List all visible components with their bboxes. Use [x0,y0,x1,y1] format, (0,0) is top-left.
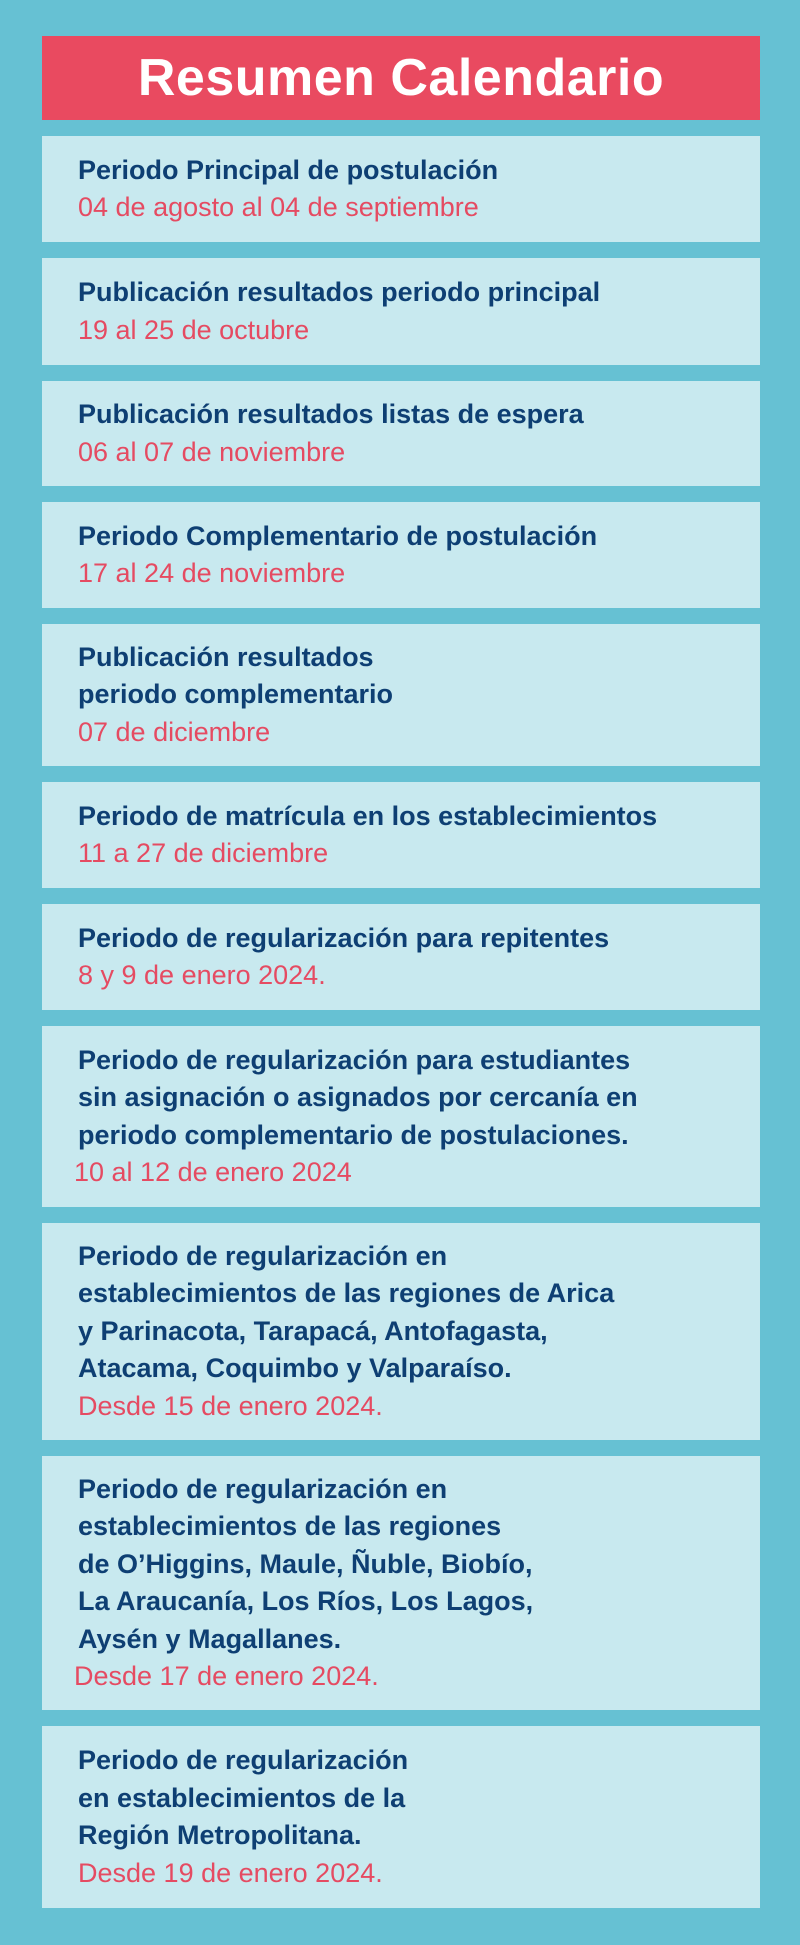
calendar-item-date: 04 de agosto al 04 de septiembre [78,192,479,222]
calendar-item-date: 10 al 12 de enero 2024 [74,1157,352,1187]
calendar-item-date: Desde 15 de enero 2024. [78,1390,383,1421]
calendar-item [42,1223,760,1440]
calendar-item-title: Periodo Principal de postulación [78,154,499,185]
calendar-item-date: 07 de diciembre [78,716,271,747]
calendar-item-title: Periodo de regularización para repitentes [78,922,610,953]
calendar-item [42,381,760,486]
header-banner [42,36,760,120]
calendar-item-title: Periodo de regularización en establecimientos de las regiones de Arica y Parinacota, Tarapacá, Antofagasta, Atacama, Coquimbo y Valparaíso. [78,1240,615,1384]
calendar-item-title: Periodo de regularización para estudiantes sin asignación o asignados por cercanía en periodo complementario de postulaciones. [78,1044,638,1150]
calendar-item-title: Publicación resultados listas de espera [78,399,584,429]
calendar-item-date: 19 al 25 de octubre [78,314,310,345]
calendar-item-date: 11 a 27 de diciembre [78,838,329,868]
calendar-item [42,782,760,888]
calendar-item-title: Publicación resultados periodo principal [78,277,601,307]
page-title: Resumen Calendario [137,49,665,107]
calendar-item-date: 8 y 9 de enero 2024. [78,960,326,990]
calendar-item-date: 17 al 24 de noviembre [78,558,346,588]
calendar-item-title: Periodo Complementario de postulación [78,520,598,551]
calendar-item-title: Publicación resultados periodo complementario [78,641,394,710]
calendar-item-date: 06 al 07 de noviembre [78,436,346,467]
calendar-item [42,624,760,766]
calendar-item-title: Periodo de regularización en establecimientos de la Región Metropolitana. [78,1745,409,1850]
calendar-item-date: Desde 19 de enero 2024. [78,1857,383,1888]
calendar-item-title: Periodo de matrícula en los establecimientos [78,800,658,831]
calendar-item [42,904,760,1010]
calendar-item [42,1726,760,1908]
calendar-item [42,258,760,365]
calendar-item [42,136,760,242]
calendar-item-title: Periodo de regularización en establecimientos de las regiones de O’Higgins, Maule, Ñuble, Biobío, La Araucanía, Los Ríos, Los Lagos, Aysén y Magallanes. [78,1473,534,1654]
calendar-item [42,1456,760,1710]
calendar-item-date: Desde 17 de enero 2024. [74,1661,379,1691]
calendar-item [42,1026,760,1207]
calendar-item [42,502,760,608]
